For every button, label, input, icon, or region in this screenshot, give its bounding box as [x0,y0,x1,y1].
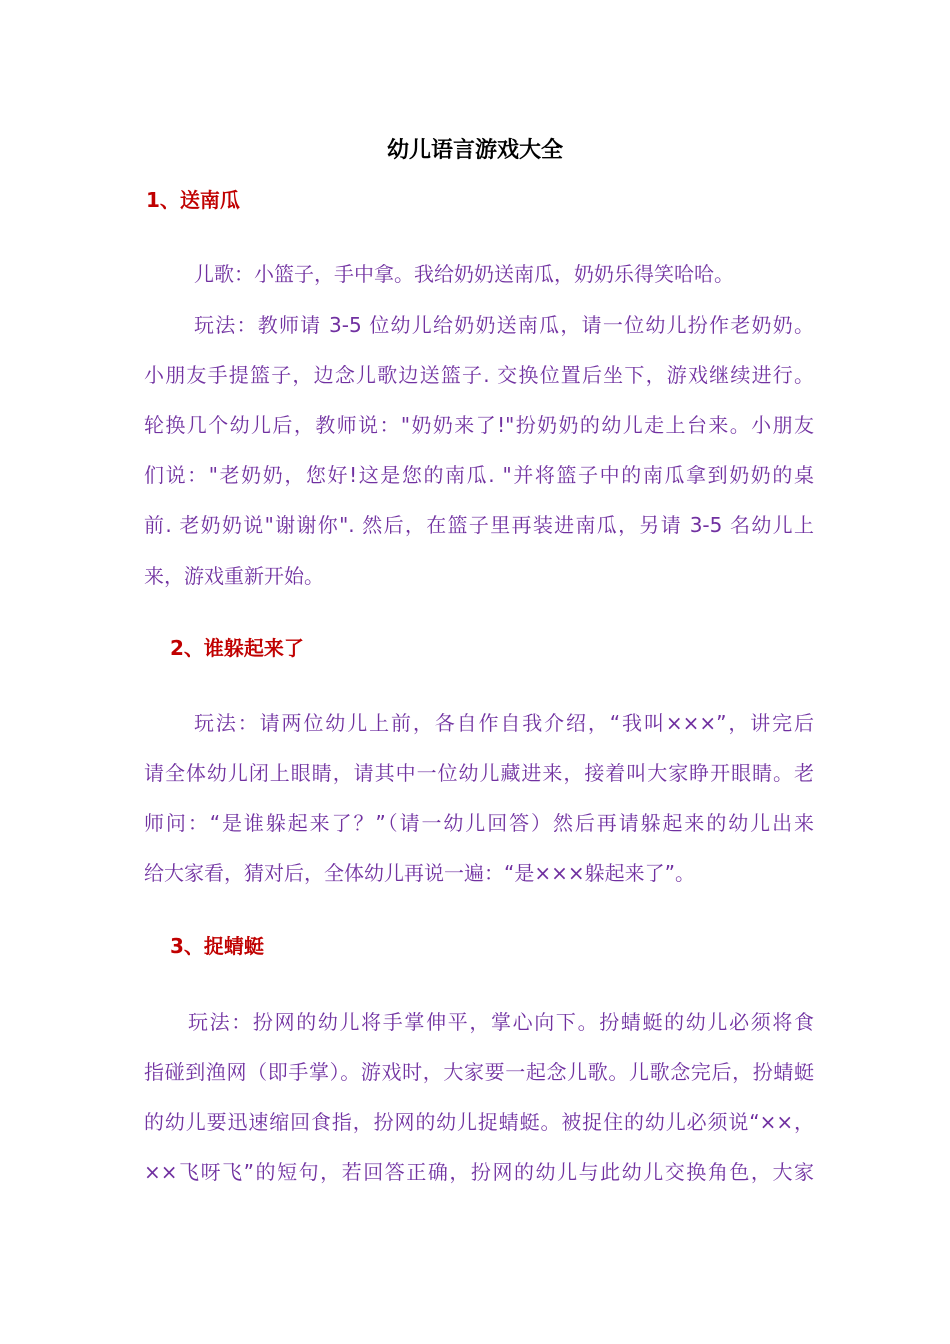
section-1-line-5: 们说："老奶奶，您好!这是您的南瓜. "并将篮子中的南瓜拿到奶奶的桌 [144,463,814,487]
document-title: 幼儿语言游戏大全 [386,138,563,163]
section-heading-1: 1、送南瓜 [146,188,240,212]
section-3-line-3: 的幼儿要迅速缩回食指，扮网的幼儿捉蜻蜓。被捉住的幼儿必须说“××， [144,1110,814,1134]
section-1-line-1: 儿歌：小篮子，手中拿。我给奶奶送南瓜，奶奶乐得笑哈哈。 [194,262,734,286]
section-1-line-4: 轮换几个幼儿后，教师说："奶奶来了!"扮奶奶的幼儿走上台来。小朋友 [144,413,814,437]
section-heading-3: 3、捉蜻蜓 [170,934,264,958]
section-2-line-4: 给大家看，猜对后，全体幼儿再说一遍：“是×××躲起来了”。 [144,861,695,885]
section-1-line-3: 小朋友手提篮子，边念儿歌边送篮子. 交换位置后坐下，游戏继续进行。 [144,363,814,387]
section-3-line-2: 指碰到渔网（即手掌）。游戏时，大家要一起念儿歌。儿歌念完后，扮蜻蜓 [144,1060,814,1084]
section-heading-2: 2、谁躲起来了 [170,636,304,660]
section-1-line-2: 玩法：教师请 3-5 位幼儿给奶奶送南瓜，请一位幼儿扮作老奶奶。 [194,313,814,337]
section-3-line-4: ××飞呀飞”的短句，若回答正确，扮网的幼儿与此幼儿交换角色，大家 [144,1160,814,1184]
section-2-line-3: 师问：“是谁躲起来了？”（请一幼儿回答）然后再请躲起来的幼儿出来 [144,811,814,835]
section-3-line-1: 玩法：扮网的幼儿将手掌伸平，掌心向下。扮蜻蜓的幼儿必须将食 [188,1010,814,1034]
section-1-line-7: 来，游戏重新开始。 [144,564,324,588]
section-2-line-2: 请全体幼儿闭上眼睛，请其中一位幼儿藏进来，接着叫大家睁开眼睛。老 [144,761,814,785]
section-1-line-6: 前. 老奶奶说"谢谢你". 然后，在篮子里再装进南瓜，另请 3-5 名幼儿上 [144,513,814,537]
section-2-line-1: 玩法：请两位幼儿上前，各自作自我介绍，“我叫×××”，讲完后 [194,711,814,735]
